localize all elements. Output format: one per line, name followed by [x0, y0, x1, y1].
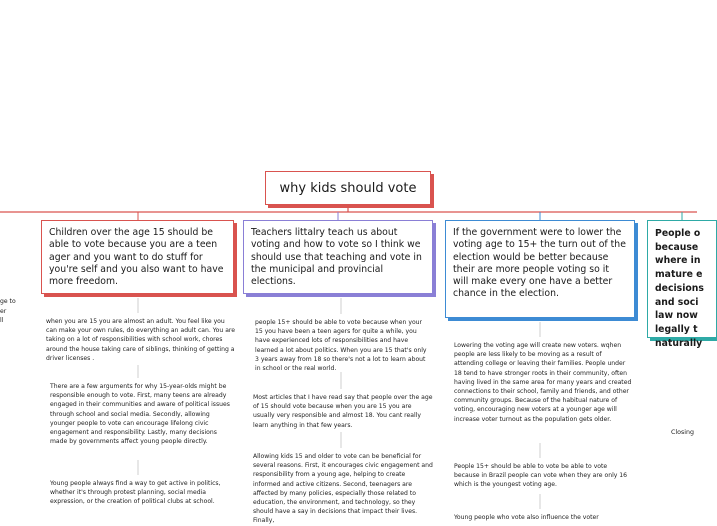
fragment-line: ll — [0, 317, 4, 325]
fragment-line: er — [0, 307, 7, 315]
main-topic-3[interactable] — [445, 220, 635, 318]
fragment-line: ge to — [0, 298, 16, 305]
main-topic-4[interactable] — [647, 220, 717, 349]
main-topic-4-line: because — [655, 241, 699, 253]
main-topic-4-line: where in — [655, 255, 701, 267]
closing-subtopic[interactable]: Closing — [671, 429, 695, 436]
main-topic-4-line: decisions — [655, 282, 704, 294]
main-topic-2[interactable] — [243, 220, 433, 294]
root-title: why kids should vote — [279, 180, 417, 196]
main-topic-4-line: People o — [655, 228, 701, 239]
main-topic-4-line: naturally — [655, 337, 703, 349]
main-topic-1[interactable] — [41, 220, 234, 294]
subtopic-2c[interactable]: Allowing kids 15 and older to vote can be beneficial for several reasons. First, it encourages civic engagement and responsibility from a young age, helping to create informed and active citizens. Second, teenagers are affected by many policies, especially those related to education, the environment, and technology, so they should have a say in decisions that impact their lives. Finally, — [253, 453, 433, 525]
main-topic-4-line: law now — [655, 310, 698, 322]
main-topic-2-text: Teachers littalry teach us about voting and how to vote so I think we should use that teaching and vote in the municipal and provincial elections. — [251, 227, 422, 288]
root-topic[interactable] — [265, 171, 431, 205]
subtopic-1c[interactable]: Young people always find a way to get active in politics, whether it's through protest planning, social media expression, or the creation of political clubs at school. — [50, 480, 221, 506]
main-topic-1-text: Children over the age 15 should be able to vote because you are a teen ager and you want to do stuff for you're self and you also want to have more freedom. — [49, 227, 224, 288]
subtopic-1b[interactable]: There are a few arguments for why 15-year-olds might be responsible enough to vote. First, many teens are already engaged in their communities and aware of political issues through school and social media. Secondly, allowing younger people to vote can encourage lifelong civic engagement and responsibility. Lastly, many decisions made by governments affect young people directly. — [50, 383, 230, 446]
subtopic-2b[interactable]: Most articles that I have read say that people over the age of 15 should vote because when you are 15 you are usually very responsible and almost 18. You cant really learn anything in that few years. — [253, 394, 433, 429]
main-topic-4-line: legally t — [655, 323, 698, 335]
subtopic-3b[interactable]: People 15+ should be able to vote be able to vote because in Brazil people can vote when they are only 16 which is the youngest voting age. — [454, 463, 628, 489]
subtopic-3c[interactable]: Young people who vote also influence the voter — [454, 514, 599, 521]
offscreen-subtopic-fragment[interactable] — [0, 297, 16, 326]
main-topic-3-text: If the government were to lower the voting age to 15+ the turn out of the election would be better because their are more people voting so it will make every one have a better chance in the election. — [453, 227, 626, 300]
main-topic-4-line: mature e — [655, 269, 703, 281]
subtopic-3a[interactable]: Lowering the voting age will create new voters. wqhen people are less likely to be moving as a result of attending college or leaving their families. People under 18 tend to have stronger roots in their community, often having lived in the same area for many years and created connections to their school, family and friends, and other community groups. Because of the habitual nature of voting, encouraging new voters at a younger age will increase voter turnout as the population gets older. — [454, 342, 632, 423]
subtopic-2a[interactable]: people 15+ should be able to vote because when your 15 you have been a teen agers for quite a while, you have experienced lots of responsibilities and have learned a lot about politics. When you are 15 that's only 3 years away from 18 so there's not a lot to learn about in school or the real world. — [255, 319, 427, 373]
subtopic-1a[interactable]: when you are 15 you are almost an adult. You feel like you can make your own rules, do everything an adult can. You are taking on a lot of responsibilities with school work, chores around the house taking care of siblings, thinking of getting a driver licenses . — [46, 318, 236, 362]
main-topic-4-line: and soci — [655, 296, 699, 308]
